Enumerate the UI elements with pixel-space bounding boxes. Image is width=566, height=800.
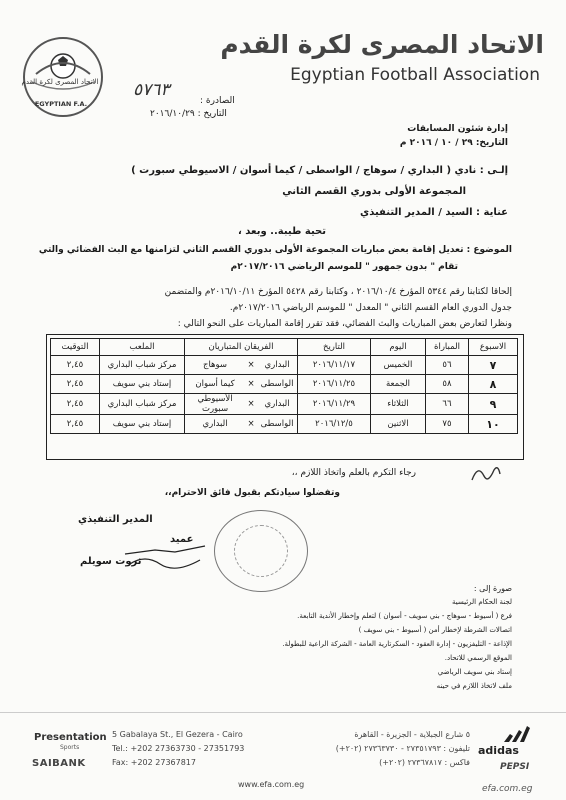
table-row xyxy=(51,415,518,434)
cell-match: ٦٦ xyxy=(426,394,469,415)
signer-title: المدير التنفيذي xyxy=(78,514,153,525)
subject-line-2: تقام " بدون جمهور " للموسم الرياضي ٢٠١٧/٢٠١٦م xyxy=(230,262,458,272)
header-teams: الفريقان المتباريان xyxy=(185,339,298,356)
copy-item: فرع ( أسيوط - سوهاج - بني سويف - أسوان ) لتعلم وإخطار الأندية التابعة. xyxy=(297,612,512,620)
handwritten-initial-icon xyxy=(468,462,504,488)
header-match: المباراة xyxy=(426,339,469,356)
header-day: اليوم xyxy=(371,339,426,356)
cell-vs: × xyxy=(245,375,257,394)
cell-day: الخميس xyxy=(371,356,426,375)
copy-item: لجنة الحكام الرئيسية xyxy=(451,598,512,606)
phone-english: Tel.: +202 27363730 - 27351793 xyxy=(112,744,245,753)
letter-date: التاريخ: ٢٩ / ١٠ / ٢٠١٦ م xyxy=(399,138,508,148)
closing-line-1: رجاء التكرم بالعلم واتخاذ اللازم ،، xyxy=(291,468,416,478)
cell-home: البداري xyxy=(257,356,297,375)
cell-venue: إستاد بني سويف xyxy=(100,415,185,434)
cell-home: البداري xyxy=(257,394,297,415)
copy-item: الإذاعة - التليفزيون - إدارة العقود - السكرتارية العامة - الشركة الراعية للبطولة. xyxy=(282,640,512,648)
matches-table xyxy=(50,338,518,434)
group-name: المجموعة الأولى بدوري القسم الثاني xyxy=(282,186,466,197)
to-label: إلـى : xyxy=(479,165,508,176)
copy-item: اتصالات الشرطة لإخطار أمن ( أسيوط - بني سويف ) xyxy=(358,626,512,634)
copy-item: الموقع الرسمي للاتحاد. xyxy=(444,654,512,662)
cell-vs: × xyxy=(245,394,257,415)
table-row xyxy=(51,394,518,415)
phone-arabic: تليفون : ٢٧٣٥١٧٩٣ - ٢٧٣٦٣٧٣٠ (٢٠٢+) xyxy=(335,744,470,753)
cell-vs: × xyxy=(245,356,257,375)
cell-day: الاثنين xyxy=(371,415,426,434)
department-name: إدارة شئون المسابقات xyxy=(407,124,508,134)
sponsor-presentation: Presentation xyxy=(34,732,107,743)
sponsor-pepsi: PEPSI xyxy=(500,762,530,772)
fax-english: Fax: +202 27367817 xyxy=(112,758,196,767)
clubs-list: نادي ( البداري / سوهاج / الواسطى / كيما أسوان / الاسيوطي سبورت ) xyxy=(131,165,477,176)
cell-home: الواسطى xyxy=(257,415,297,434)
body-line-3: ونظرا لتعارض بعض المباريات والبث الفضائي، فقد تقرر إقامة المباريات على النحو التالي : xyxy=(177,319,512,329)
cell-vs: × xyxy=(245,415,257,434)
copy-item: ملف لاتخاذ اللازم في حينه xyxy=(436,682,512,690)
attention-line: عناية : السيد / المدير التنفيذي xyxy=(360,207,508,218)
org-name-arabic: الاتحاد المصرى لكرة القدم xyxy=(220,30,544,59)
header-date: التاريخ xyxy=(298,339,371,356)
table-row xyxy=(51,356,518,375)
cell-venue: مركز شباب البداري xyxy=(100,356,185,375)
cell-date: ٢٠١٦/١١/١٧ xyxy=(298,356,371,375)
cell-match: ٥٨ xyxy=(426,375,469,394)
subject-line-1: الموضوع : تعديل إقامة بعض مباريات المجموعة الأولى بدوري القسم الثاني لتزامنها مع البث الفضائي والتي xyxy=(38,245,512,255)
cell-time: ٢,٤٥ xyxy=(51,375,100,394)
recipient-clubs xyxy=(131,165,508,176)
header-time: التوقيت xyxy=(51,339,100,356)
cell-home: الواسطى xyxy=(257,375,297,394)
copies-title: صورة إلى : xyxy=(473,584,512,593)
cell-away: الأسيوطي سبورت xyxy=(185,394,246,415)
sponsor-saib: SAIBANK xyxy=(32,758,86,769)
logo-english-text: EGYPTIAN F.A. xyxy=(34,100,88,108)
sponsor-adidas: adidas xyxy=(478,744,519,757)
cell-week: ٩ xyxy=(469,394,518,415)
stamp-center-icon xyxy=(234,525,288,577)
org-name-english: Egyptian Football Association xyxy=(290,65,540,85)
outgoing-date: التاريخ : ٢٠١٦/١٠/٢٩ xyxy=(150,109,227,119)
cell-day: الجمعة xyxy=(371,375,426,394)
greeting: تحية طيبة.. وبعد ، xyxy=(238,226,326,237)
fax-arabic: فاكس : ٢٧٣٦٧٨١٧ (٢٠٢+) xyxy=(379,758,470,767)
footer-divider xyxy=(0,712,566,713)
cell-match: ٧٥ xyxy=(426,415,469,434)
cell-date: ٢٠١٦/١٢/٥ xyxy=(298,415,371,434)
cell-time: ٢,٤٥ xyxy=(51,356,100,375)
address-arabic: ٥ شارع الجبلاية - الجزيرة - القاهرة xyxy=(354,730,470,739)
cell-week: ١٠ xyxy=(469,415,518,434)
cell-date: ٢٠١٦/١١/٢٩ xyxy=(298,394,371,415)
cell-away: كيما أسوان xyxy=(185,375,246,394)
cell-away: سوهاج xyxy=(185,356,246,375)
adidas-logo-icon xyxy=(500,724,530,744)
copy-item: إستاد بني سويف الرياضي xyxy=(437,668,512,676)
header-venue: الملعب xyxy=(100,339,185,356)
cell-venue: إستاد بني سويف xyxy=(100,375,185,394)
closing-line-2: وتفضلوا سيادتكم بقبول فائق الاحترام،، xyxy=(164,488,340,498)
signer-rank: عميد xyxy=(170,534,194,545)
cell-time: ٢,٤٥ xyxy=(51,394,100,415)
cell-time: ٢,٤٥ xyxy=(51,415,100,434)
signer-name: ثروت سويلم xyxy=(80,556,142,567)
cell-week: ٨ xyxy=(469,375,518,394)
cell-venue: مركز شباب البداري xyxy=(100,394,185,415)
header-week: الاسبوع xyxy=(469,339,518,356)
body-line-1: إلحاقا لكتابنا رقم ٥٣٤٤ المؤرخ ٢٠١٦/١٠/٤ ، وكتابنا رقم ٥٤٢٨ المؤرخ ٢٠١٦/١٠/١١م والمتضمن xyxy=(164,287,512,297)
cell-match: ٥٦ xyxy=(426,356,469,375)
table-header-row xyxy=(51,339,518,356)
cell-week: ٧ xyxy=(469,356,518,375)
cell-date: ٢٠١٦/١١/٢٥ xyxy=(298,375,371,394)
cell-away: البداري xyxy=(185,415,246,434)
table-row xyxy=(51,375,518,394)
outgoing-label: الصادرة : xyxy=(200,96,235,106)
website-link[interactable]: www.efa.com.eg xyxy=(238,780,305,789)
cell-day: الثلاثاء xyxy=(371,394,426,415)
address-english: 5 Gabalaya St., El Gezera - Cairo xyxy=(112,730,243,739)
watermark: efa.com.eg xyxy=(482,784,533,794)
logo-arabic-text: الاتحاد المصرى لكرة القدم xyxy=(21,78,99,86)
body-line-2: جدول الدوري العام القسم الثاني " المعدل " للموسم الرياضي ٢٠١٧/٢٠١٦م. xyxy=(229,303,512,313)
reference-number: ٥٧٦٣ xyxy=(133,80,170,100)
sponsor-presentation-sub: Sports xyxy=(60,744,80,751)
